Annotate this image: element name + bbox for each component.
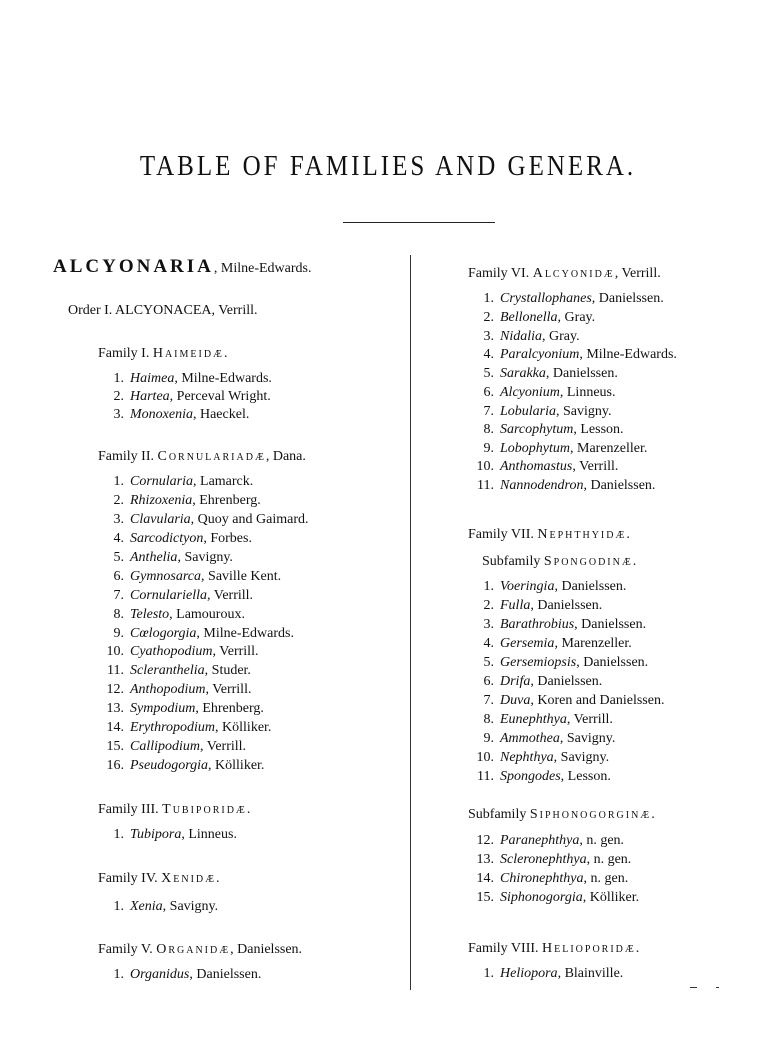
title-rule xyxy=(343,222,495,223)
family-heading: Family I. Haimeidæ. xyxy=(98,346,228,361)
genus-item: 5. Gersemiopsis, Danielssen. xyxy=(483,655,649,670)
genus-item: 1. Haimea, Milne-Edwards. xyxy=(113,371,272,386)
genus-item: 12. Anthopodium, Verrill. xyxy=(106,682,252,697)
genus-item: 1. Tubipora, Linneus. xyxy=(113,827,237,842)
genus-item: 5. Anthelia, Savigny. xyxy=(113,550,233,565)
genus-item: 10. Anthomastus, Verrill. xyxy=(476,459,619,474)
genus-item: 1. Cornularia, Lamarck. xyxy=(113,474,254,489)
subfamily-heading: Subfamily Siphonogorginæ. xyxy=(468,807,655,822)
family-heading: Family IV. Xenidæ. xyxy=(98,871,220,886)
family-heading: Family VII. Nephthyidæ. xyxy=(468,527,630,542)
family-heading: Family VIII. Helioporidæ. xyxy=(468,941,640,956)
genus-item: 7. Cornulariella, Verrill. xyxy=(113,588,254,603)
genus-item: 6. Drifa, Danielssen. xyxy=(483,674,603,689)
genus-item: 9. Cœlogorgia, Milne-Edwards. xyxy=(113,626,294,641)
genus-item: 7. Duva, Koren and Danielssen. xyxy=(483,693,665,708)
genus-item: 6. Alcyonium, Linneus. xyxy=(483,385,616,400)
family-heading: Family II. Cornulariadæ, Dana. xyxy=(98,449,306,464)
genus-item: 11. Nannodendron, Danielssen. xyxy=(477,478,656,493)
genus-item: 2. Rhizoxenia, Ehrenberg. xyxy=(113,493,261,508)
genus-item: 10. Cyathopodium, Verrill. xyxy=(106,644,259,659)
class-name: ALCYONARIA xyxy=(53,256,214,277)
order-heading: Order I. ALCYONACEA, Verrill. xyxy=(68,303,258,318)
genus-item: 3. Nidalia, Gray. xyxy=(483,329,580,344)
genus-item: 1. Voeringia, Danielssen. xyxy=(483,579,627,594)
genus-item: 1. Crystallophanes, Danielssen. xyxy=(483,291,664,306)
print-mark xyxy=(690,987,697,988)
genus-item: 12. Paranephthya, n. gen. xyxy=(476,833,625,848)
genus-item: 3. Barathrobius, Danielssen. xyxy=(483,617,647,632)
family-heading: Family V. Organidæ, Danielssen. xyxy=(98,942,303,957)
genus-item: 2. Hartea, Perceval Wright. xyxy=(113,389,271,404)
genus-item: 8. Eunephthya, Verrill. xyxy=(483,712,613,727)
genus-item: 5. Sarakka, Danielssen. xyxy=(483,366,618,381)
genus-item: 2. Fulla, Danielssen. xyxy=(483,598,603,613)
class-author: , Milne-Edwards. xyxy=(213,261,312,276)
genus-item: 3. Clavularia, Quoy and Gaimard. xyxy=(113,512,309,527)
genus-item: 14. Chironephthya, n. gen. xyxy=(476,871,629,886)
genus-item: 13. Scleronephthya, n. gen. xyxy=(476,852,632,867)
genus-item: 8. Sarcophytum, Lesson. xyxy=(483,422,624,437)
genus-item: 16. Pseudogorgia, Kölliker. xyxy=(106,758,265,773)
genus-item: 4. Gersemia, Marenzeller. xyxy=(483,636,632,651)
genus-item: 14. Erythropodium, Kölliker. xyxy=(106,720,272,735)
subfamily-heading: Subfamily Spongodinæ. xyxy=(482,554,637,569)
genus-item: 1. Heliopora, Blainville. xyxy=(483,966,624,981)
family-heading: Family III. Tubiporidæ. xyxy=(98,802,251,817)
genus-item: 4. Paralcyonium, Milne-Edwards. xyxy=(483,347,677,362)
genus-item: 11. Scleranthelia, Studer. xyxy=(107,663,251,678)
genus-item: 9. Ammothea, Savigny. xyxy=(483,731,616,746)
column-divider xyxy=(410,255,411,990)
class-heading xyxy=(53,258,312,278)
genus-item: 7. Lobularia, Savigny. xyxy=(483,404,612,419)
genus-item: 11. Spongodes, Lesson. xyxy=(477,769,611,784)
page-title: TABLE OF FAMILIES AND GENERA. xyxy=(139,150,637,182)
genus-item: 10. Nephthya, Savigny. xyxy=(476,750,610,765)
genus-item: 1. Organidus, Danielssen. xyxy=(113,967,262,982)
genus-item: 15. Callipodium, Verrill. xyxy=(106,739,247,754)
genus-item: 13. Sympodium, Ehrenberg. xyxy=(106,701,264,716)
print-mark xyxy=(716,987,719,988)
genus-item: 2. Bellonella, Gray. xyxy=(483,310,596,325)
genus-item: 3. Monoxenia, Haeckel. xyxy=(113,407,250,422)
genus-item: 6. Gymnosarca, Saville Kent. xyxy=(113,569,282,584)
genus-item: 4. Sarcodictyon, Forbes. xyxy=(113,531,252,546)
genus-item: 9. Lobophytum, Marenzeller. xyxy=(483,441,648,456)
genus-item: 8. Telesto, Lamouroux. xyxy=(113,607,245,622)
family-heading: Family VI. Alcyonidæ, Verrill. xyxy=(468,266,661,281)
genus-item: 1. Xenia, Savigny. xyxy=(113,899,219,914)
genus-item: 15. Siphonogorgia, Kölliker. xyxy=(476,890,640,905)
